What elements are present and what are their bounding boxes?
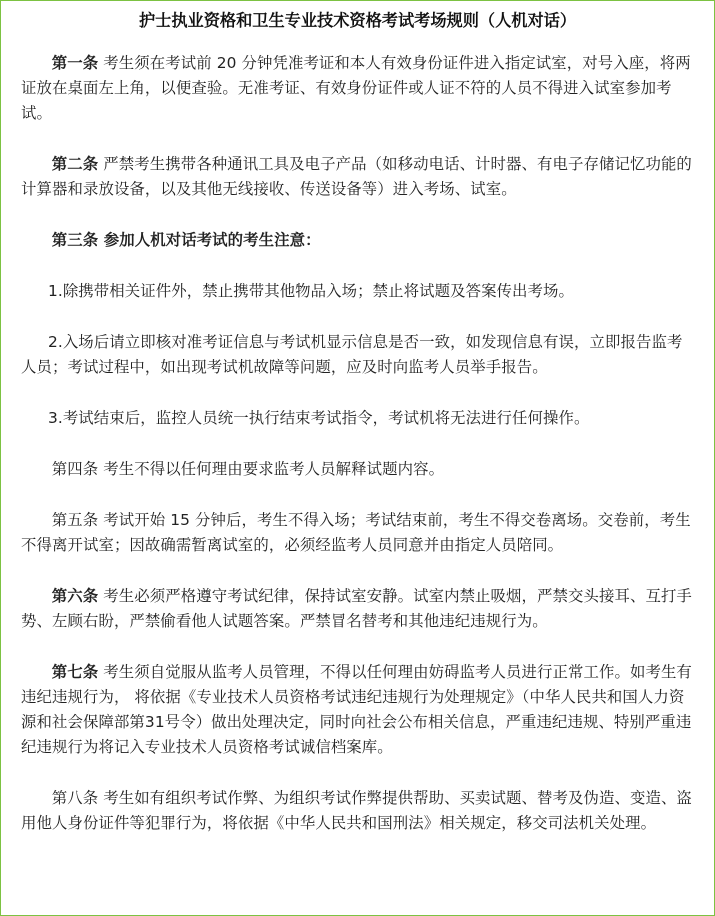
- article-text: 严禁考生携带各种通讯工具及电子产品（如移动电话、计时器、有电子存储记忆功能的计算器和录放设备，以及其他无线接收、传送设备等）进入考场、试室。: [21, 155, 692, 198]
- article-label: 第一条: [51, 54, 99, 72]
- article-5: [21, 508, 694, 558]
- article-7: [21, 660, 694, 760]
- article-text: 考生须自觉服从监考人员管理，不得以任何理由妨碍监考人员进行正常工作。如考生有违纪违规行为， 将依据《专业技术人员资格考试违纪违规行为处理规定》（中华人民共和国人力资源和社会保障部第31号令）做出处理决定，同时向社会公布相关信息，严重违纪违规、特别严重违纪违规行为将记入专业技术人员资格考试诚信档案库。: [21, 663, 692, 756]
- document-title: 护士执业资格和卫生专业技术资格考试考场规则（人机对话）: [138, 11, 577, 30]
- article-6: [21, 584, 694, 634]
- article-8: [21, 786, 694, 836]
- article-text: 考生须在考试前 20 分钟凭准考证和本人有效身份证件进入指定试室，对号入座，将两证放在桌面左上角，以便查验。无准考证、有效身份证件或人证不符的人员不得进入试室参加考试。: [21, 54, 691, 122]
- list-item-text: 2.入场后请立即核对准考证信息与考试机显示信息是否一致，如发现信息有误，立即报告监考人员；考试过程中，如出现考试机故障等问题，应及时向监考人员举手报告。: [21, 333, 683, 376]
- article-label: 第六条: [51, 587, 99, 605]
- article-3-item-3: [21, 406, 694, 431]
- article-3: [21, 228, 694, 253]
- article-4: [21, 457, 694, 482]
- article-3-item-2: [21, 330, 694, 380]
- article-text: 考生必须严格遵守考试纪律，保持试室安静。试室内禁止吸烟，严禁交头接耳、互打手势、左顾右盼，严禁偷看他人试题答案。严禁冒名替考和其他违纪违规行为。: [21, 587, 692, 630]
- article-2: [21, 152, 694, 202]
- article-1: [21, 51, 694, 126]
- article-label: 第二条: [51, 155, 99, 173]
- article-label: 第五条: [51, 511, 99, 529]
- article-3-item-1: [21, 279, 694, 304]
- list-item-text: 3.考试结束后，监控人员统一执行结束考试指令，考试机将无法进行任何操作。: [47, 409, 590, 427]
- article-text: 考生如有组织考试作弊、为组织考试作弊提供帮助、买卖试题、替考及伪造、变造、盗用他人身份证件等犯罪行为，将依据《中华人民共和国刑法》相关规定，移交司法机关处理。: [21, 789, 692, 832]
- list-item-text: 1.除携带相关证件外，禁止携带其他物品入场；禁止将试题及答案传出考场。: [47, 282, 575, 300]
- article-label: 第四条: [51, 460, 99, 478]
- article-text: 考试开始 15 分钟后，考生不得入场；考试结束前，考生不得交卷离场。交卷前，考生不得离开试室；因故确需暂离试室的，必须经监考人员同意并由指定人员陪同。: [21, 511, 691, 554]
- article-label: 第七条: [51, 663, 99, 681]
- article-label: 第三条: [51, 231, 99, 249]
- article-label: 第八条: [51, 789, 99, 807]
- article-text: 考生不得以任何理由要求监考人员解释试题内容。: [103, 460, 445, 478]
- article-text: 参加人机对话考试的考生注意：: [103, 231, 321, 249]
